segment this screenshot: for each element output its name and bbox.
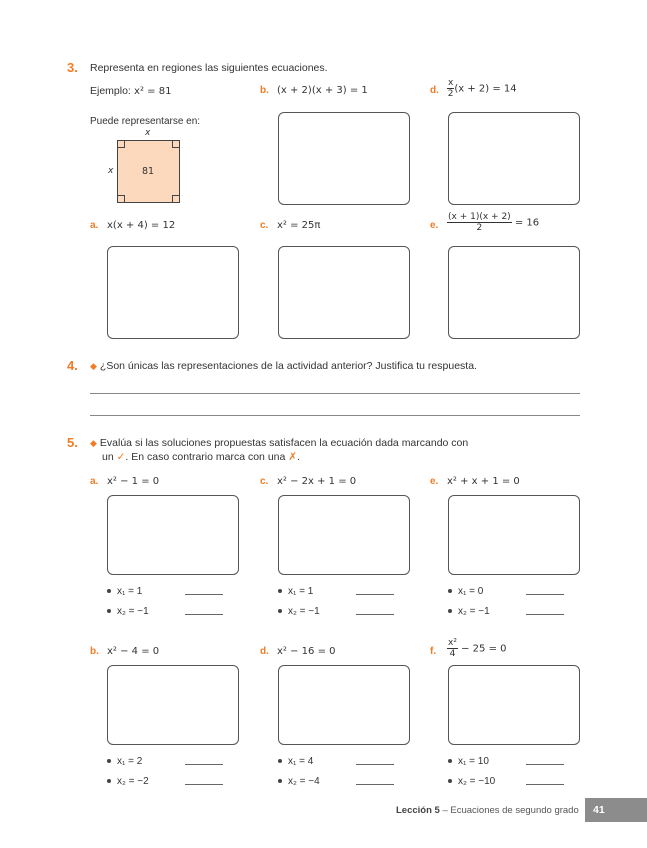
- q5-f-label: f.: [430, 646, 437, 657]
- q5-c-x2-blank[interactable]: [356, 614, 394, 615]
- cross-mark-icon: ✗: [288, 451, 298, 463]
- check-mark-icon: ✓: [116, 451, 126, 463]
- q5-number: 5.: [67, 435, 78, 450]
- q5-e-label: e.: [430, 476, 439, 487]
- q5-b-x1: x₁ = 2: [107, 756, 142, 767]
- q3-d-eq: [447, 78, 517, 99]
- q5-c-x1: x₁ = 1: [278, 586, 313, 597]
- diamond-icon: ◆: [90, 361, 97, 371]
- q5-f-x1-blank[interactable]: [526, 764, 564, 765]
- q5-c-answer-box[interactable]: [278, 495, 410, 575]
- q5-c-x2: x₂ = −1: [278, 606, 320, 617]
- q5-a-x1-blank[interactable]: [185, 594, 223, 595]
- q5-e-x1-blank[interactable]: [526, 594, 564, 595]
- q5-f-x2-blank[interactable]: [526, 784, 564, 785]
- q3-d-eq-rest: (x + 2) = 14: [454, 83, 517, 95]
- q5-a-answer-box[interactable]: [107, 495, 239, 575]
- q5-b-x1-blank[interactable]: [185, 764, 223, 765]
- q3-text: Representa en regiones las siguientes ecuaciones.: [90, 62, 328, 74]
- right-angle-marker: [172, 141, 179, 148]
- q5-b-x2: x₂ = −2: [107, 776, 149, 787]
- q5-a-x1: x₁ = 1: [107, 586, 142, 597]
- q5-f-answer-box[interactable]: [448, 665, 580, 745]
- q5-e-eq: x² + x + 1 = 0: [447, 476, 520, 487]
- footer-lesson: [396, 805, 579, 816]
- q5-d-x2: x₂ = −4: [278, 776, 320, 787]
- right-angle-marker: [118, 141, 125, 148]
- q4-text: ¿Son únicas las representaciones de la actividad anterior? Justifica tu respuesta.: [99, 360, 477, 372]
- q3-number: 3.: [67, 60, 78, 75]
- right-angle-marker: [172, 195, 179, 202]
- q3-e-eq-rest: = 16: [514, 217, 540, 229]
- q5-text-line2-b: . En caso contrario marca con una: [125, 451, 286, 463]
- footer-topic: – Ecuaciones de segundo grado: [439, 805, 579, 816]
- q5-d-answer-box[interactable]: [278, 665, 410, 745]
- q5-a-x2-blank[interactable]: [185, 614, 223, 615]
- q4-text-wrap: [90, 360, 477, 372]
- q3-d-label: d.: [430, 85, 439, 96]
- q3-d-frac-num: x: [448, 78, 454, 88]
- q3-can-represent: Puede representarse en:: [90, 116, 201, 127]
- q5-c-eq: x² − 2x + 1 = 0: [277, 476, 357, 487]
- q3-c-eq: x² = 25π: [277, 220, 321, 231]
- q3-e-answer-box[interactable]: [448, 246, 580, 339]
- q5-d-x1: x₁ = 4: [278, 756, 313, 767]
- right-angle-marker: [118, 195, 125, 202]
- q5-b-label: b.: [90, 646, 99, 657]
- q5-b-answer-box[interactable]: [107, 665, 239, 745]
- q5-a-x2: x₂ = −1: [107, 606, 149, 617]
- q5-e-answer-box[interactable]: [448, 495, 580, 575]
- q3-e-frac-den: 2: [476, 223, 483, 233]
- q4-answer-line-1[interactable]: [90, 393, 580, 394]
- q5-f-eq-rest: − 25 = 0: [461, 643, 507, 655]
- q5-a-label: a.: [90, 476, 99, 487]
- footer-lesson-number: Lección 5: [396, 805, 440, 816]
- q4-answer-line-2[interactable]: [90, 415, 580, 416]
- q5-b-eq: x² − 4 = 0: [107, 646, 160, 657]
- q4-number: 4.: [67, 358, 78, 373]
- q5-text-line2-c: .: [297, 451, 300, 463]
- q3-e-eq: [447, 212, 539, 233]
- q3-d-answer-box[interactable]: [448, 112, 580, 205]
- q3-c-label: c.: [260, 220, 269, 231]
- q5-f-x1: x₁ = 10: [448, 756, 489, 767]
- q5-text-line1: Evalúa si las soluciones propuestas satisfacen la ecuación dada marcando con: [99, 437, 469, 449]
- q5-b-x2-blank[interactable]: [185, 784, 223, 785]
- q3-a-label: a.: [90, 220, 99, 231]
- q3-a-answer-box[interactable]: [107, 246, 239, 339]
- q5-e-x2-blank[interactable]: [526, 614, 564, 615]
- q3-e-label: e.: [430, 220, 439, 231]
- q5-a-eq: x² − 1 = 0: [107, 476, 160, 487]
- q5-f-eq: [447, 638, 507, 659]
- q3-example-eq: x² = 81: [134, 86, 172, 97]
- q3-example-prefix: Ejemplo:: [90, 85, 131, 97]
- q5-f-x2: x₂ = −10: [448, 776, 495, 787]
- q5-d-x2-blank[interactable]: [356, 784, 394, 785]
- q3-c-answer-box[interactable]: [278, 246, 410, 339]
- q3-example: [90, 85, 171, 97]
- q5-text-line1-wrap: [90, 437, 468, 449]
- q5-f-frac-den: 4: [449, 649, 456, 659]
- q5-text-line2-a: un: [102, 451, 114, 463]
- page-number-box: [585, 798, 647, 822]
- square-left-label: x: [108, 166, 114, 176]
- q3-b-label: b.: [260, 85, 269, 96]
- q3-a-eq: x(x + 4) = 12: [107, 220, 176, 231]
- q5-d-x1-blank[interactable]: [356, 764, 394, 765]
- square-value: 81: [142, 166, 155, 177]
- page-number: 41: [593, 804, 605, 816]
- q3-b-eq: (x + 2)(x + 3) = 1: [277, 85, 368, 96]
- q5-d-eq: x² − 16 = 0: [277, 646, 336, 657]
- diamond-icon: ◆: [90, 438, 97, 448]
- q5-text-line2: [102, 451, 300, 463]
- q3-b-answer-box[interactable]: [278, 112, 410, 205]
- square-top-label: x: [145, 128, 151, 138]
- q5-e-x1: x₁ = 0: [448, 586, 483, 597]
- q5-e-x2: x₂ = −1: [448, 606, 490, 617]
- q5-f-frac-num: x²: [448, 638, 457, 648]
- q5-c-label: c.: [260, 476, 269, 487]
- example-square: [117, 140, 180, 203]
- q5-d-label: d.: [260, 646, 269, 657]
- q5-c-x1-blank[interactable]: [356, 594, 394, 595]
- q3-d-frac-den: 2: [447, 89, 454, 99]
- q3-e-frac-num: (x + 1)(x + 2): [448, 212, 511, 222]
